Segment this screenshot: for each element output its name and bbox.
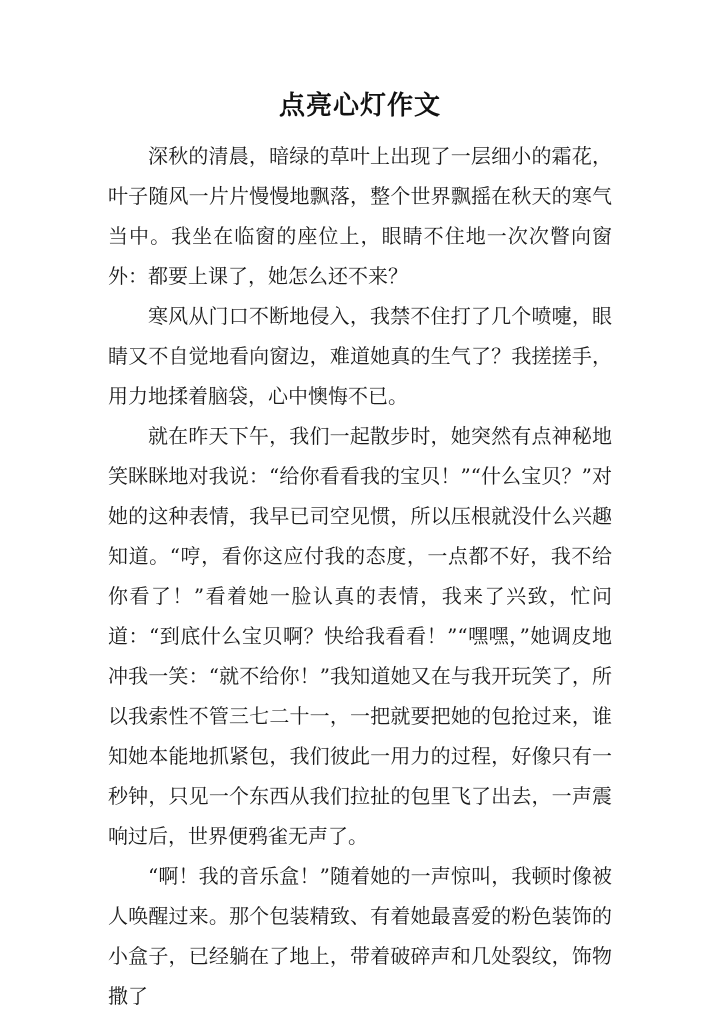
paragraph-2: 寒风从门口不断地侵入，我禁不住打了几个喷嚏，眼睛又不自觉地看向窗边，难道她真的生气了？我搓搓手，用力地揉着脑袋，心中懊悔不已。 — [108, 304, 612, 408]
paragraph-4: “啊！我的音乐盒！”随着她的一声惊叫，我顿时像被人唤醒过来。那个包装精致、有着她最喜爱的粉色装饰的小盒子，已经躺在了地上，带着破碎声和几处裂纹，饰物撒了 — [108, 864, 612, 1008]
paragraph-3: 就在昨天下午，我们一起散步时，她突然有点神秘地笑眯眯地对我说：“给你看看我的宝贝！”“什么宝贝？”对她的这种表情，我早已司空见惯，所以压根就没什么兴趣知道。“哼，看你这应付我的态度，一点都不好，我不给你看了！”看着她一脸认真的表情，我来了兴致，忙问道：“到底什么宝贝啊？快给我看看！”“嘿嘿，”她调皮地冲我一笑：“就不给你！”我知道她又在与我开玩笑了，所以我索性不管三七二十一，一把就要把她的包抢过来，谁知她本能地抓紧包，我们彼此一用力的过程，好像只有一秒钟，只见一个东西从我们拉扯的包里飞了出去，一声震响过后，世界便鸦雀无声了。 — [108, 424, 612, 848]
document-title: 点亮心灯作文 — [278, 91, 441, 121]
paragraph-1: 深秋的清晨，暗绿的草叶上出现了一层细小的霜花，叶子随风一片片慢慢地飘落，整个世界飘摇在秋天的寒气当中。我坐在临窗的座位上，眼睛不住地一次次瞥向窗外：都要上课了，她怎么还不来？ — [108, 144, 612, 288]
document-body — [108, 136, 612, 1016]
